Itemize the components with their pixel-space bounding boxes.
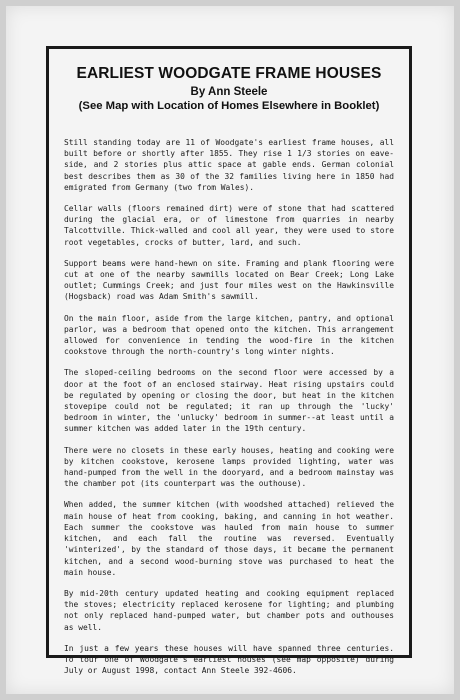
paragraph-8: By mid-20th century updated heating and cooking equipment replaced the stoves; electricity replaced kerosene for lighting; and plumbing not only replaced hand-pumped water, but chamber pots and outhouses as well. bbox=[64, 588, 394, 632]
booklet-page bbox=[6, 6, 454, 694]
paragraph-4: On the main floor, aside from the large kitchen, pantry, and optional parlor, was a bedroom that opened onto the kitchen. This arrangement allowed for convenience in tending the wood-fire in the kitchen cookstove through the north-country's long winter nights. bbox=[64, 313, 394, 357]
article-subtitle: (See Map with Location of Homes Elsewhere in Booklet) bbox=[78, 100, 380, 112]
paragraph-7: When added, the summer kitchen (with woodshed attached) relieved the main house of heat from cooking, baking, and canning in hot weather. Each summer the cookstove was hauled from main house to summer kitchen, and each fall the routine was reversed. Eventually 'winterized', by the standard of those days, it became the permanent kitchen, and a second wood-burning stove was purchased to heat the main house. bbox=[64, 500, 394, 577]
paragraph-6: There were no closets in these early houses, heating and cooking were by kitchen cookstove, kerosene lamps provided lighting, water was hand-pumped from the well in the dooryard, and a bedroom mainstay was the chamber pot (its counterpart was the outhouse). bbox=[64, 445, 394, 489]
paragraph-1: Still standing today are 11 of Woodgate's earliest frame houses, all built before or shortly after 1855. They rise 1 1/3 stories on eave-side, and 2 stories plus attic space at gable ends. German colonial best describes them as 30 of the 32 families living here in 1850 had emigrated from Germany (two from Wales). bbox=[64, 138, 394, 192]
author-line: By Ann Steele bbox=[190, 86, 268, 98]
article-frame bbox=[46, 46, 412, 676]
paragraph-9: In just a few years these houses will have spanned three centuries. To tour one of Woodgate's earliest houses (see map opposite) during July or August 1998, contact Ann Steele 392-4606. bbox=[64, 643, 394, 676]
article-body bbox=[64, 137, 394, 676]
article-title: EARLIEST WOODGATE FRAME HOUSES bbox=[76, 65, 382, 82]
paragraph-2: Cellar walls (floors remained dirt) were of stone that had scattered during the glacial era, or of limestone from quarries in nearby Talcottville. Thick-walled and cool all year, they were used to store root vegetables, crocks of butter, lard, and such. bbox=[64, 204, 394, 247]
paragraph-3: Support beams were hand-hewn on site. Framing and plank flooring were cut at one of the nearby sawmills located on Bear Creek; Long Lake outlet; Cummings Creek; and just four miles west on the Hawkinsville (Hogsback) road was Adam Smith's sawmill. bbox=[64, 258, 394, 302]
paragraph-5: The sloped-ceiling bedrooms on the second floor were accessed by a door at the foot of an enclosed stairway. Heat rising upstairs could be regulated by opening or closing the door, but heat in the kitchen stovepipe could not be regulated; it ran up through the 'lucky' bedroom in winter, the 'unlucky' bedroom in summer--at least until a summer kitchen was added later in the 19th century. bbox=[64, 368, 394, 434]
